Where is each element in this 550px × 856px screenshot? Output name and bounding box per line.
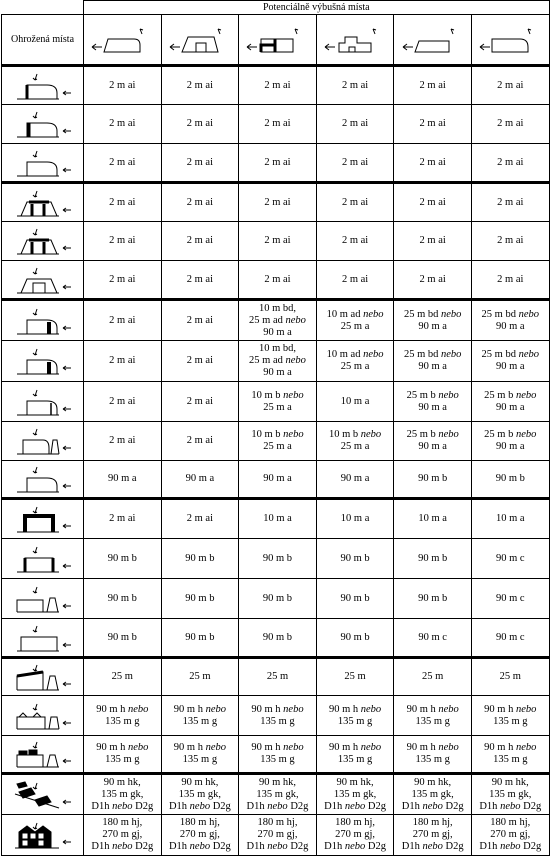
table-row — [2, 183, 550, 222]
distance-cell: 10 m b nebo 25 m a — [239, 422, 317, 461]
distance-cell: 2 m ai — [161, 105, 239, 144]
distance-cell: 90 m a — [316, 461, 394, 499]
distance-cell: 90 m hk, 135 m gk, D1h nebo D2g — [316, 774, 394, 815]
table-row — [2, 382, 550, 422]
distance-cell: 25 m — [161, 658, 239, 696]
table-body — [2, 66, 550, 856]
distance-cell: 2 m ai — [471, 183, 549, 222]
distance-cell: 10 m a — [394, 499, 472, 539]
distance-cell: 2 m ai — [161, 261, 239, 300]
distance-cell: 2 m ai — [239, 222, 317, 261]
distance-cell: 90 m b — [316, 579, 394, 619]
table-row — [2, 66, 550, 105]
distance-cell: 10 m a — [471, 499, 549, 539]
table-row — [2, 736, 550, 774]
distance-cell: 2 m ai — [84, 341, 162, 382]
table-row — [2, 499, 550, 539]
distance-cell: 2 m ai — [239, 261, 317, 300]
distance-cell: 2 m ai — [239, 144, 317, 183]
distance-cell: 10 m ad nebo 25 m a — [316, 300, 394, 341]
distance-cell: 90 m h nebo 135 m g — [84, 696, 162, 736]
distance-cell: 25 m bd nebo 90 m a — [394, 300, 472, 341]
flat-box-icon — [2, 619, 84, 658]
distance-cell: 90 m hk, 135 m gk, D1h nebo D2g — [394, 774, 472, 815]
light-roof-icon — [2, 696, 84, 736]
dome-wall-icon — [2, 300, 84, 341]
table-row — [2, 815, 550, 856]
distance-cell: 2 m ai — [394, 261, 472, 300]
distance-cell: 90 m b — [394, 579, 472, 619]
table-row — [2, 422, 550, 461]
distance-cell: 2 m ai — [84, 261, 162, 300]
distance-cell: 90 m h nebo 135 m g — [84, 736, 162, 774]
distance-cell: 2 m ai — [471, 66, 549, 105]
distance-cell: 90 m c — [471, 619, 549, 658]
distance-cell: 2 m ai — [316, 261, 394, 300]
distance-cell: 25 m bd nebo 90 m a — [471, 300, 549, 341]
explosive-distance-table — [1, 0, 550, 856]
table-row — [2, 619, 550, 658]
distance-cell: 25 m b nebo 90 m a — [471, 382, 549, 422]
ramp-walled-box-icon — [239, 15, 317, 66]
distance-cell: 90 m h nebo 135 m g — [394, 736, 472, 774]
distance-cell: 25 m — [239, 658, 317, 696]
distance-cell: 2 m ai — [316, 183, 394, 222]
distance-cell: 2 m ai — [239, 105, 317, 144]
distance-cell: 10 m b nebo 25 m a — [316, 422, 394, 461]
distance-cell: 90 m b — [84, 539, 162, 579]
distance-cell: 90 m c — [471, 579, 549, 619]
distance-cell: 2 m ai — [394, 183, 472, 222]
distance-cell: 2 m ai — [239, 183, 317, 222]
distance-cell: 180 m hj, 270 m gj, D1h nebo D2g — [394, 815, 472, 856]
distance-cell: 2 m ai — [316, 66, 394, 105]
distance-cell: 2 m ai — [84, 422, 162, 461]
distance-cell: 2 m ai — [394, 66, 472, 105]
dome-icon — [2, 144, 84, 183]
distance-cell: 90 m h nebo 135 m g — [471, 736, 549, 774]
distance-cell: 180 m hj, 270 m gj, D1h nebo D2g — [316, 815, 394, 856]
distance-cell: 25 m b nebo 90 m a — [394, 422, 472, 461]
distance-cell: 25 m — [394, 658, 472, 696]
distance-cell: 90 m b — [161, 539, 239, 579]
table-row — [2, 105, 550, 144]
dome-plain-icon — [2, 461, 84, 499]
distance-cell: 90 m h nebo 135 m g — [316, 696, 394, 736]
distance-cell: 90 m h nebo 135 m g — [239, 696, 317, 736]
distance-cell: 2 m ai — [471, 261, 549, 300]
table-row — [2, 300, 550, 341]
distance-cell: 25 m — [316, 658, 394, 696]
distance-cell: 2 m ai — [84, 382, 162, 422]
distance-cell: 2 m ai — [84, 222, 162, 261]
distance-cell: 90 m b — [316, 539, 394, 579]
distance-cell: 90 m a — [239, 461, 317, 499]
slanted-roof-icon — [2, 658, 84, 696]
distance-cell: 90 m b — [84, 579, 162, 619]
distance-cell: 90 m b — [239, 619, 317, 658]
distance-cell: 2 m ai — [161, 341, 239, 382]
distance-cell: 2 m ai — [161, 222, 239, 261]
table-row — [2, 696, 550, 736]
distance-cell: 90 m hk, 135 m gk, D1h nebo D2g — [239, 774, 317, 815]
distance-cell: 90 m b — [161, 579, 239, 619]
frame-icon — [2, 539, 84, 579]
distance-cell: 2 m ai — [394, 105, 472, 144]
distance-cell: 2 m ai — [84, 66, 162, 105]
distance-cell: 10 m b nebo 25 m a — [239, 382, 317, 422]
distance-cell: 2 m ai — [316, 222, 394, 261]
distance-cell: 10 m ad nebo 25 m a — [316, 341, 394, 382]
table-title: Potenciálně výbušná místa — [84, 1, 550, 15]
dome-barricade-inner-icon — [2, 105, 84, 144]
dome-slope-wall-icon — [2, 422, 84, 461]
table-row — [2, 461, 550, 499]
open-box-icon — [2, 261, 84, 300]
ramp-flat-box-icon — [394, 15, 472, 66]
distance-cell: 90 m b — [394, 539, 472, 579]
distance-cell: 2 m ai — [161, 422, 239, 461]
dome-barricade-left-icon — [2, 66, 84, 105]
box-slope-wall-icon — [2, 579, 84, 619]
distance-cell: 2 m ai — [161, 300, 239, 341]
distance-cell: 10 m a — [316, 499, 394, 539]
distance-cell: 2 m ai — [471, 105, 549, 144]
table-row — [2, 579, 550, 619]
distance-cell: 25 m — [84, 658, 162, 696]
distance-cell: 90 m h nebo 135 m g — [471, 696, 549, 736]
distance-cell: 180 m hj, 270 m gj, D1h nebo D2g — [84, 815, 162, 856]
distance-cell: 2 m ai — [161, 499, 239, 539]
distance-cell: 180 m hj, 270 m gj, D1h nebo D2g — [239, 815, 317, 856]
distance-cell: 90 m h nebo 135 m g — [239, 736, 317, 774]
distance-cell: 25 m bd nebo 90 m a — [471, 341, 549, 382]
distance-cell: 25 m bd nebo 90 m a — [394, 341, 472, 382]
distance-cell: 2 m ai — [84, 105, 162, 144]
distance-cell: 2 m ai — [161, 183, 239, 222]
distance-cell: 90 m hk, 135 m gk, D1h nebo D2g — [161, 774, 239, 815]
ramp-dome-icon — [84, 15, 162, 66]
table-row — [2, 341, 550, 382]
distance-cell: 25 m b nebo 90 m a — [471, 422, 549, 461]
distance-cell: 2 m ai — [471, 222, 549, 261]
distance-cell: 90 m h nebo 135 m g — [161, 696, 239, 736]
table-structure-icon — [2, 222, 84, 261]
ramp-dome-right-icon — [471, 15, 549, 66]
distance-cell: 2 m ai — [316, 105, 394, 144]
table-row — [2, 539, 550, 579]
table-row — [2, 144, 550, 183]
distance-cell: 90 m b — [394, 461, 472, 499]
distance-cell: 90 m b — [316, 619, 394, 658]
distance-cell: 90 m b — [239, 579, 317, 619]
inhabited-building-icon — [2, 815, 84, 856]
ramp-open-box-icon — [161, 15, 239, 66]
corner-blank — [2, 1, 84, 15]
vehicles-icon — [2, 774, 84, 815]
distance-cell: 2 m ai — [161, 144, 239, 183]
distance-cell: 10 m a — [316, 382, 394, 422]
distance-cell: 90 m b — [161, 619, 239, 658]
corner-label: Ohrožená místa — [2, 15, 84, 66]
distance-cell: 2 m ai — [161, 382, 239, 422]
distance-cell: 2 m ai — [239, 66, 317, 105]
distance-cell: 25 m b nebo 90 m a — [394, 382, 472, 422]
distance-cell: 180 m hj, 270 m gj, D1h nebo D2g — [161, 815, 239, 856]
table-structure-icon — [2, 183, 84, 222]
distance-cell: 2 m ai — [394, 144, 472, 183]
table-row — [2, 658, 550, 696]
distance-cell: 90 m hk, 135 m gk, D1h nebo D2g — [84, 774, 162, 815]
distance-cell: 2 m ai — [394, 222, 472, 261]
table-row — [2, 261, 550, 300]
distance-cell: 2 m ai — [84, 300, 162, 341]
ramp-house-icon — [316, 15, 394, 66]
distance-cell: 90 m a — [84, 461, 162, 499]
table-row — [2, 774, 550, 815]
distance-cell: 90 m hk, 135 m gk, D1h nebo D2g — [471, 774, 549, 815]
distance-cell: 180 m hj, 270 m gj, D1h nebo D2g — [471, 815, 549, 856]
dome-thin-wall-icon — [2, 382, 84, 422]
distance-cell: 90 m b — [239, 539, 317, 579]
distance-cell: 90 m b — [84, 619, 162, 658]
distance-cell: 90 m a — [161, 461, 239, 499]
distance-cell: 10 m bd, 25 m ad nebo 90 m a — [239, 341, 317, 382]
distance-cell: 2 m ai — [84, 499, 162, 539]
distance-cell: 90 m b — [471, 461, 549, 499]
distance-cell: 2 m ai — [84, 183, 162, 222]
crate-roof-icon — [2, 736, 84, 774]
distance-cell: 90 m c — [471, 539, 549, 579]
distance-cell: 90 m h nebo 135 m g — [161, 736, 239, 774]
distance-cell: 25 m — [471, 658, 549, 696]
distance-cell: 90 m c — [394, 619, 472, 658]
distance-cell: 90 m h nebo 135 m g — [394, 696, 472, 736]
dome-wall-icon — [2, 341, 84, 382]
distance-cell: 2 m ai — [84, 144, 162, 183]
distance-cell: 10 m bd, 25 m ad nebo 90 m a — [239, 300, 317, 341]
distance-cell: 2 m ai — [161, 66, 239, 105]
thick-frame-icon — [2, 499, 84, 539]
table-row — [2, 222, 550, 261]
distance-cell: 90 m h nebo 135 m g — [316, 736, 394, 774]
distance-cell: 10 m a — [239, 499, 317, 539]
distance-cell: 2 m ai — [471, 144, 549, 183]
distance-cell: 2 m ai — [316, 144, 394, 183]
